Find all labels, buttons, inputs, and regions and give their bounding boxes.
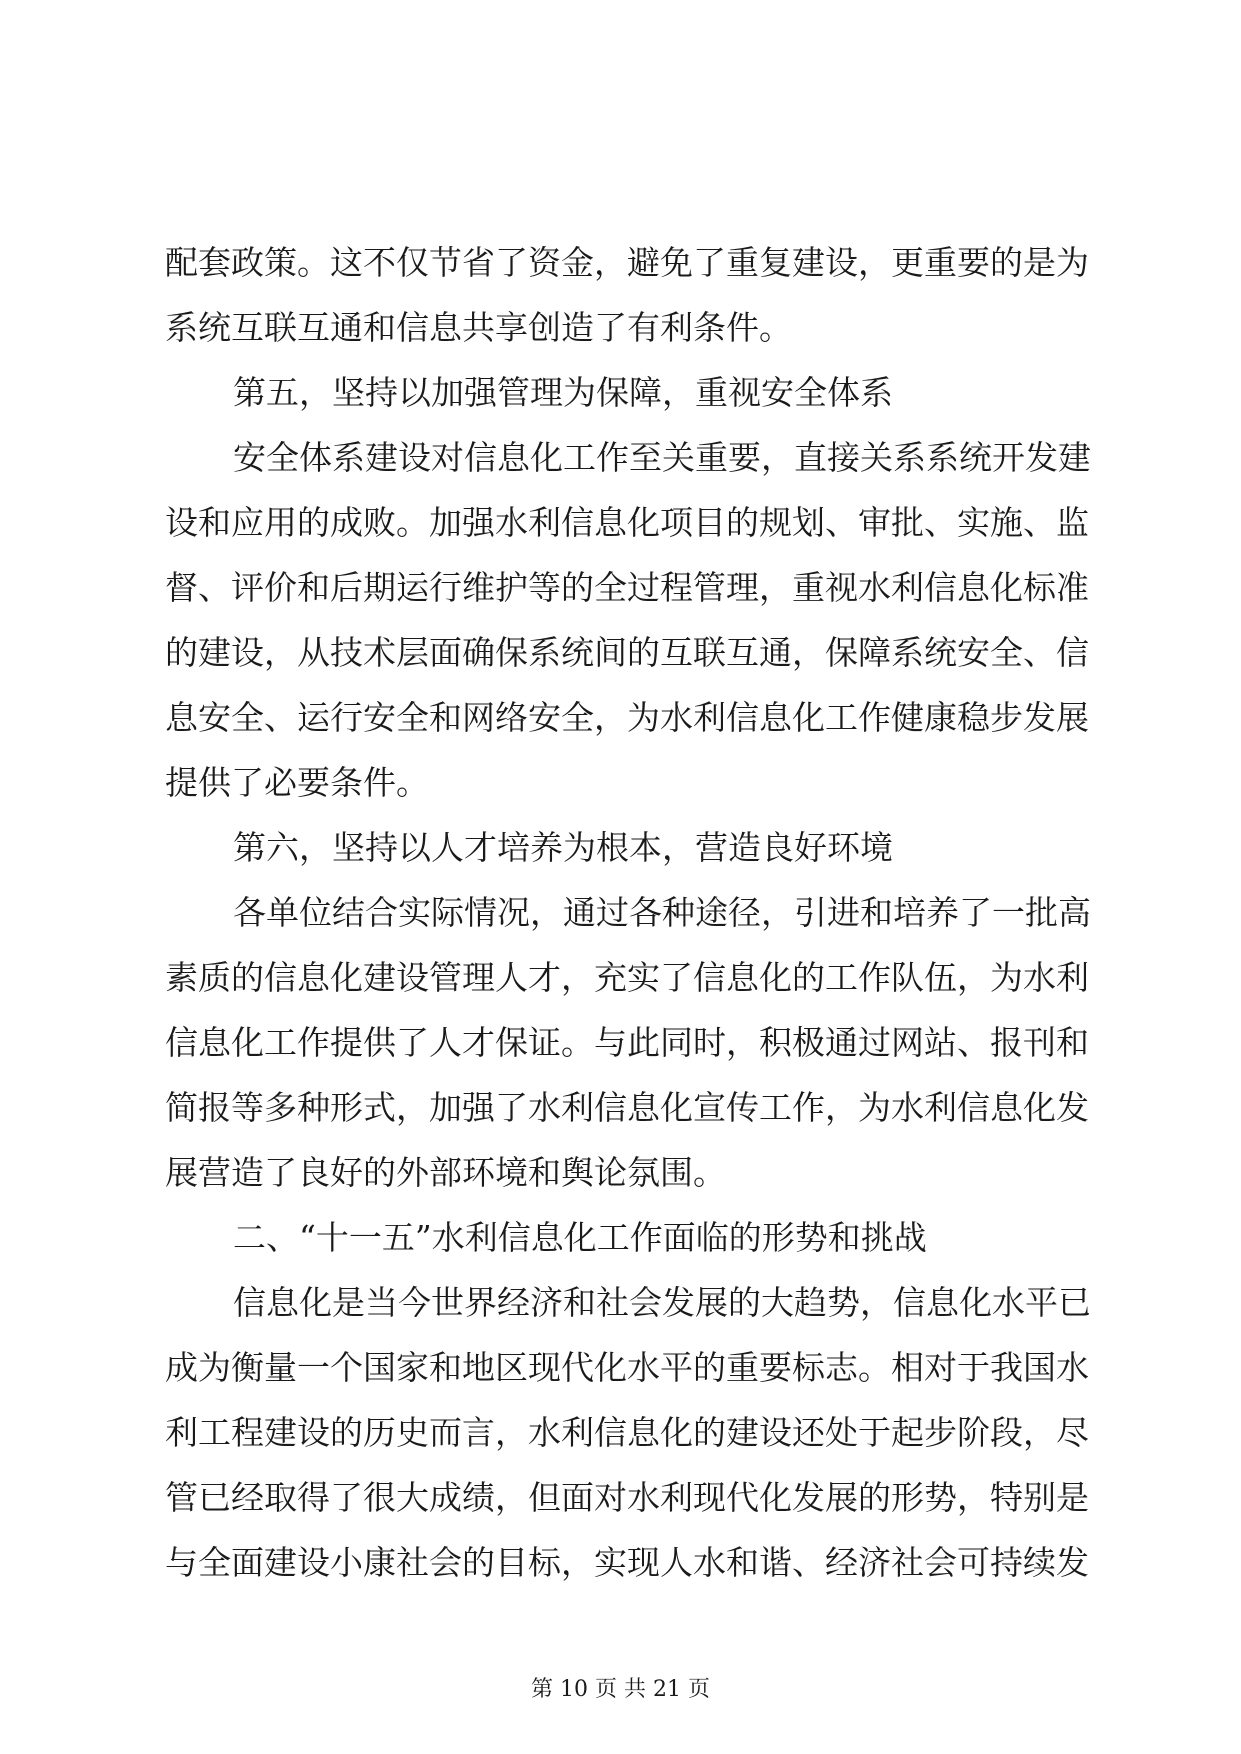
- section-heading: 第六，坚持以人才培养为根本，营造良好环境: [233, 828, 893, 867]
- text-line: 督、评价和后期运行维护等的全过程管理，重视水利信息化标准: [165, 568, 1089, 607]
- text-line: 成为衡量一个国家和地区现代化水平的重要标志。相对于我国水: [165, 1348, 1089, 1387]
- text-line: 各单位结合实际情况，通过各种途径，引进和培养了一批高: [233, 893, 1091, 932]
- text-line: 简报等多种形式，加强了水利信息化宣传工作，为水利信息化发: [165, 1088, 1089, 1127]
- text-line: 信息化工作提供了人才保证。与此同时，积极通过网站、报刊和: [165, 1023, 1089, 1062]
- text-line: 配套政策。这不仅节省了资金，避免了重复建设，更重要的是为: [165, 243, 1089, 282]
- text-line: 设和应用的成败。加强水利信息化项目的规划、审批、实施、监: [165, 503, 1089, 542]
- text-line: 信息化是当今世界经济和社会发展的大趋势，信息化水平已: [233, 1283, 1091, 1322]
- section-heading: 二、“十一五”水利信息化工作面临的形势和挑战: [233, 1218, 927, 1257]
- text-line: 息安全、运行安全和网络安全，为水利信息化工作健康稳步发展: [165, 698, 1089, 737]
- text-line: 安全体系建设对信息化工作至关重要，直接关系系统开发建: [233, 438, 1091, 477]
- text-line: 素质的信息化建设管理人才，充实了信息化的工作队伍，为水利: [165, 958, 1089, 997]
- text-line: 利工程建设的历史而言，水利信息化的建设还处于起步阶段，尽: [165, 1413, 1089, 1452]
- page-footer: 第 10 页 共 21 页: [531, 1677, 710, 1702]
- document-body: [165, 230, 1091, 1595]
- text-line: 管已经取得了很大成绩，但面对水利现代化发展的形势，特别是: [165, 1478, 1089, 1517]
- section-heading: 第五，坚持以加强管理为保障，重视安全体系: [233, 373, 893, 412]
- text-line: 与全面建设小康社会的目标，实现人水和谐、经济社会可持续发: [165, 1543, 1089, 1582]
- text-line: 系统互联互通和信息共享创造了有利条件。: [165, 308, 792, 347]
- text-line: 展营造了良好的外部环境和舆论氛围。: [165, 1153, 726, 1192]
- text-line: 的建设，从技术层面确保系统间的互联互通，保障系统安全、信: [165, 633, 1089, 672]
- text-line: 提供了必要条件。: [165, 763, 429, 802]
